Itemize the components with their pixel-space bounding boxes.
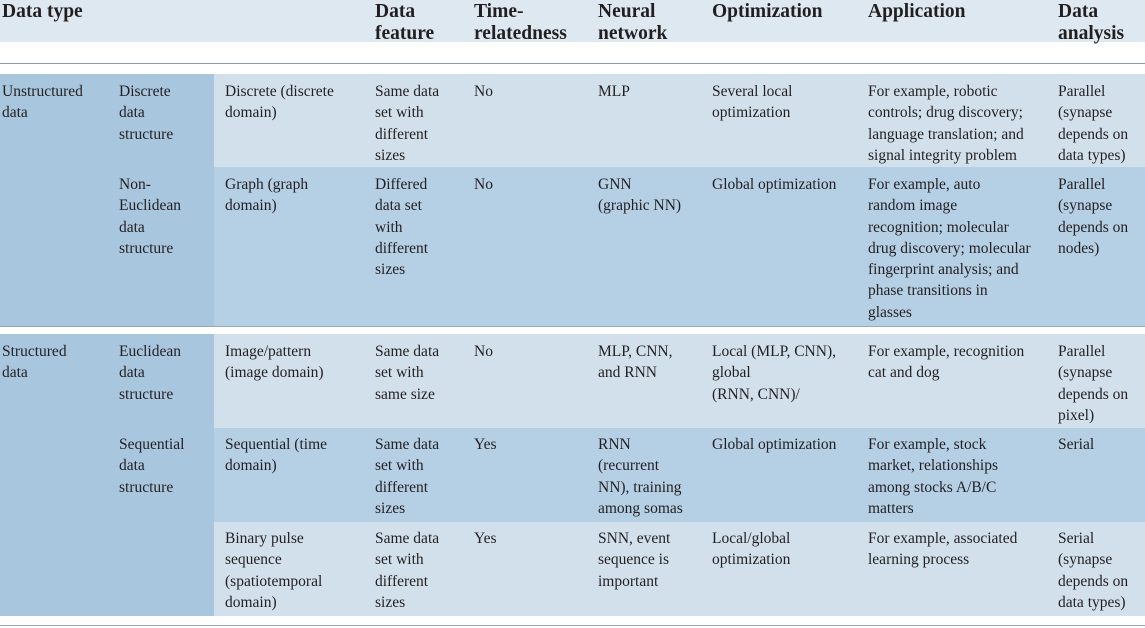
structure-cell: Non- Euclidean data structure — [119, 176, 181, 257]
analysis-cell: Serial — [1058, 436, 1095, 453]
application-cell: For example, auto random image recognition; molecular drug discovery; molecular fingerprint analysis; and phase transitions in glasses — [868, 176, 1031, 321]
group-divider — [0, 326, 1145, 327]
header-data-analysis: Data analysis — [1058, 1, 1125, 44]
domain-cell: Discrete (discrete domain) — [225, 83, 334, 122]
table-bottom-rule — [0, 625, 1145, 626]
network-cell: SNN, event sequence is important — [598, 530, 671, 590]
structure-cell: Discrete data structure — [119, 83, 174, 143]
category-label: Structured data — [2, 343, 67, 382]
optimization-cell: Local (MLP, CNN), global (RNN, CNN)/ — [712, 343, 836, 403]
feature-cell: Same data set with same size — [375, 343, 440, 403]
optimization-cell: Global optimization — [712, 176, 837, 193]
header-rule — [0, 63, 1145, 64]
header-application: Application — [868, 1, 966, 22]
time-cell: No — [474, 343, 493, 360]
group-structured — [0, 334, 1145, 616]
structure-cell: Euclidean data structure — [119, 343, 181, 403]
category-label: Unstructured data — [2, 83, 83, 122]
time-cell: No — [474, 83, 493, 100]
optimization-cell: Global optimization — [712, 436, 837, 453]
domain-cell: Graph (graph domain) — [225, 176, 309, 215]
feature-cell: Differed data set with different sizes — [375, 176, 429, 279]
network-cell: GNN (graphic NN) — [598, 176, 682, 215]
time-cell: Yes — [474, 436, 497, 453]
domain-cell: Sequential (time domain) — [225, 436, 328, 475]
optimization-cell: Local/global optimization — [712, 530, 791, 569]
header-data-feature: Data feature — [375, 1, 435, 44]
domain-cell: Binary pulse sequence (spatiotemporal domain) — [225, 530, 323, 611]
feature-cell: Same data set with different sizes — [375, 530, 440, 611]
table-header — [0, 0, 1145, 42]
optimization-cell: Several local optimization — [712, 83, 793, 122]
network-cell: MLP — [598, 83, 630, 100]
application-cell: For example, associated learning process — [868, 530, 1018, 569]
time-cell: Yes — [474, 530, 497, 547]
group-unstructured — [0, 74, 1145, 326]
domain-cell: Image/pattern (image domain) — [225, 343, 324, 382]
application-cell: For example, stock market, relationships among stocks A/B/C matters — [868, 436, 998, 517]
feature-cell: Same data set with different sizes — [375, 436, 440, 517]
time-cell: No — [474, 176, 493, 193]
feature-cell: Same data set with different sizes — [375, 83, 440, 164]
application-cell: For example, robotic controls; drug discovery; language translation; and signal integrity problem — [868, 83, 1024, 164]
analysis-cell: Parallel (synapse depends on data types) — [1058, 83, 1129, 164]
header-optimization: Optimization — [712, 1, 823, 22]
structure-cell: Sequential data structure — [119, 436, 185, 496]
analysis-cell: Serial (synapse depends on data types) — [1058, 530, 1129, 611]
network-cell: MLP, CNN, and RNN — [598, 343, 673, 382]
analysis-cell: Parallel (synapse depends on pixel) — [1058, 343, 1129, 424]
header-data-type: Data type — [2, 1, 83, 22]
analysis-cell: Parallel (synapse depends on nodes) — [1058, 176, 1129, 257]
header-neural-network: Neural network — [598, 1, 668, 44]
header-time-relatedness: Time- relatedness — [474, 1, 567, 44]
application-cell: For example, recognition cat and dog — [868, 343, 1025, 382]
network-cell: RNN (recurrent NN), training among somas — [598, 436, 683, 517]
